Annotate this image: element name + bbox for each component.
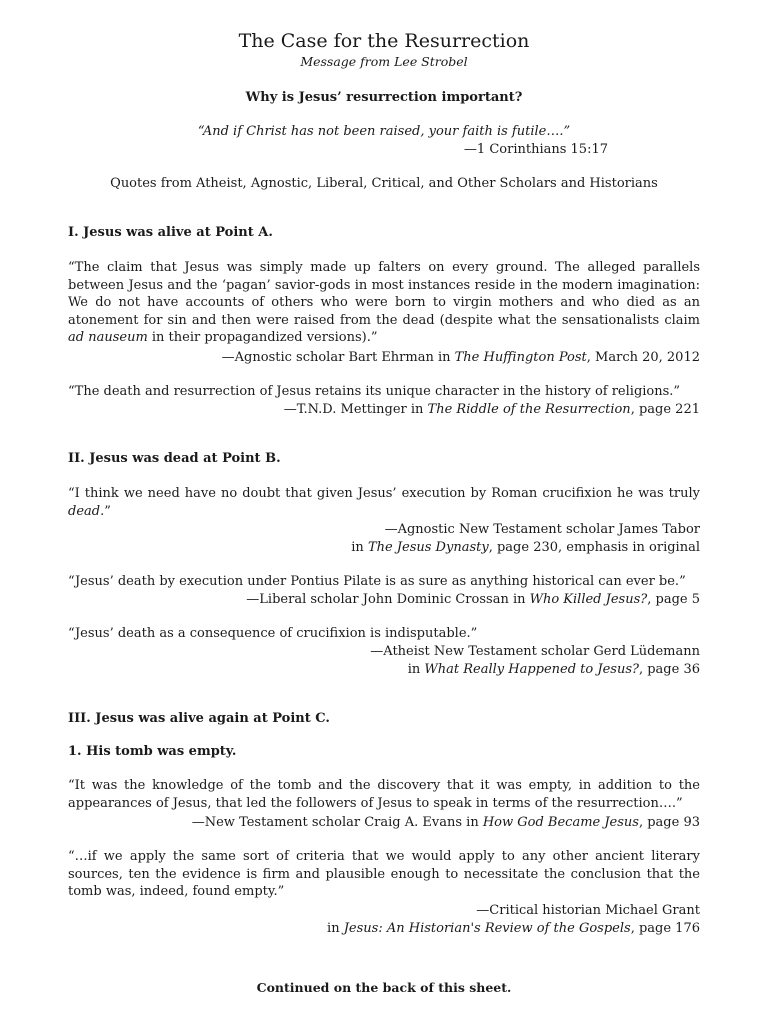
citation-source: Who Killed Jesus? [529,592,648,607]
citation-text: in [407,662,425,677]
section-2-citation-2 [68,591,700,609]
epigraph-quote: “And if Christ has not been raised, your faith is futile….” [197,124,571,139]
citation-text: —New Testament scholar Craig A. Evans in [191,815,483,830]
section-3-citation-2a: —Critical historian Michael Grant [476,903,700,918]
section-2-quote-1 [68,485,700,520]
section-2-citation-3a: —Atheist New Testament scholar Gerd Lüdemann [370,644,700,659]
citation-text: in [351,540,368,555]
citation-text: —Liberal scholar John Dominic Crossan in [246,592,530,607]
section-2-quote-2: “Jesus’ death by execution under Pontius Pilate is as sure as anything historical can ever be.” [68,574,686,589]
section-2-citation-1a: —Agnostic New Testament scholar James Tabor [384,522,700,537]
section-1-quote-2: “The death and resurrection of Jesus retains its unique character in the history of religions.” [68,384,681,399]
citation-text: , page 93 [638,815,700,830]
page-title: The Case for the Resurrection [238,30,530,52]
quote-emphasis: ad nauseum [68,330,148,346]
citation-source: The Huffington Post [454,350,587,365]
section-1-citation-1 [68,349,700,367]
quote-emphasis: dead [68,503,101,519]
citation-text: , page 36 [638,662,700,677]
section-3-heading: III. Jesus was alive again at Point C. [68,711,330,726]
citation-source: The Jesus Dynasty [367,540,489,555]
citation-text: , March 20, 2012 [586,350,700,365]
section-2-citation-1b [68,539,700,557]
intro-line: Quotes from Atheist, Agnostic, Liberal, Critical, and Other Scholars and Historians [110,176,658,191]
section-1-citation-2 [68,401,700,419]
citation-text: , page 176 [630,921,700,936]
epigraph-reference: —1 Corinthians 15:17 [463,142,608,157]
quote-text: in their propagandized versions).” [147,330,378,346]
question-heading: Why is Jesus’ resurrection important? [245,90,523,105]
citation-source: What Really Happened to Jesus? [424,662,639,677]
section-3-citation-1 [68,814,700,832]
citation-text: in [327,921,344,936]
citation-text: , page 221 [630,402,700,417]
citation-source: The Riddle of the Resurrection [427,402,631,417]
section-3-quote-2: “…if we apply the same sort of criteria that we would apply to any other ancient literary sources, ten the evidence is firm and plausible enough to necessitate the conclusion that the tomb was, indeed, found empty.” [68,849,700,900]
citation-source: Jesus: An Historian's Review of the Gospels [343,921,631,936]
quote-text: “The claim that Jesus was simply made up falters on every ground. The alleged parallels between Jesus and the ‘pagan’ savior-gods in most instances reside in the modern imagination: We do not have accounts of others who were born to virgin mothers and who died as an atonement for sin and then were raised from the dead (despite what the sensationalists claim [68,260,700,328]
citation-text: —Agnostic scholar Bart Ehrman in [221,350,455,365]
section-1-quote-1 [68,259,700,347]
section-3-subheading: 1. His tomb was empty. [68,744,237,759]
quote-text: “I think we need have no doubt that given Jesus’ execution by Roman crucifixion he was truly [68,486,700,501]
section-3-quote-1: “It was the knowledge of the tomb and the discovery that it was empty, in addition to the appearances of Jesus, that led the followers of Jesus to speak in terms of the resurrection….” [68,778,700,811]
citation-text: , page 5 [647,592,700,607]
footer-note: Continued on the back of this sheet. [256,980,512,995]
section-1-heading: I. Jesus was alive at Point A. [68,225,273,240]
section-3-citation-2b [68,920,700,938]
page-subtitle: Message from Lee Strobel [300,54,468,69]
citation-text: —T.N.D. Mettinger in [283,402,428,417]
citation-text: , page 230, emphasis in original [488,540,700,555]
section-2-quote-3: “Jesus’ death as a consequence of crucifixion is indisputable.” [68,626,478,641]
section-2-citation-3b [68,661,700,679]
citation-source: How God Became Jesus [482,815,639,830]
quote-text: .” [100,503,111,519]
section-2-heading: II. Jesus was dead at Point B. [68,451,281,466]
